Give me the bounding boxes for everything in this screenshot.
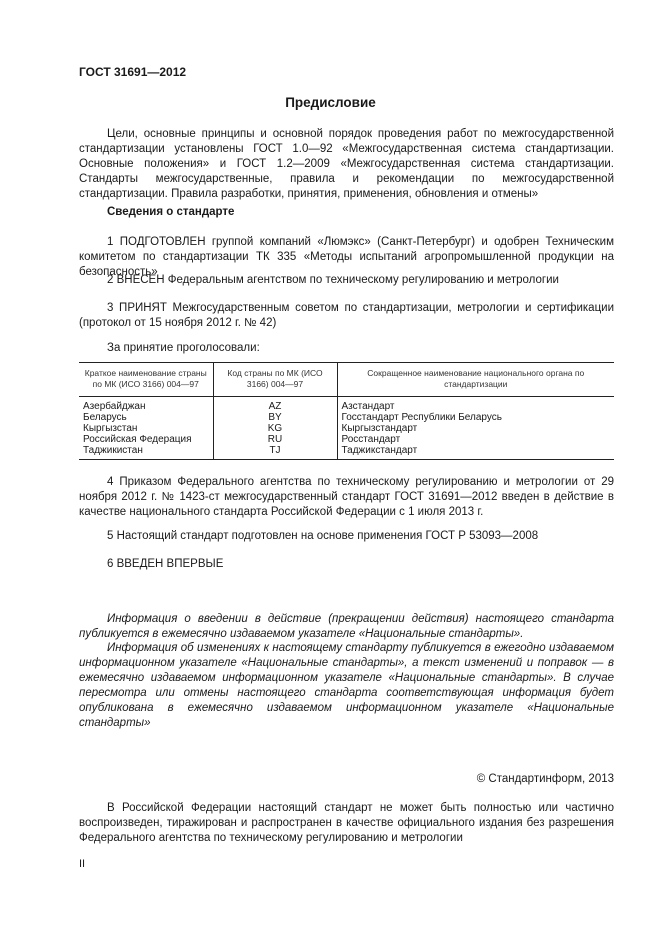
table-cell-code: KG [213, 423, 337, 434]
reproduction-notice: В Российской Федерации настоящий стандарт не может быть полностью или частично воспроизведен, тиражирован и распространен в качестве официального издания без разрешения Федерального агентства по техническому регулированию и метрологии [79, 802, 614, 844]
table-cell-country: Кыргызстан [83, 423, 138, 434]
copyright: © Стандартинформ, 2013 [476, 773, 614, 785]
table-cell-country: Российская Федерация [83, 434, 192, 445]
table-cell-code: AZ [213, 397, 337, 413]
page-number: II [79, 858, 86, 870]
table-cell-country: Беларусь [83, 412, 127, 423]
item-3: 3 ПРИНЯТ Межгосударственным советом по стандартизации, метрологии и сертификации (протокол от 15 ноября 2012 г. № 42) [79, 302, 614, 329]
item-2: 2 ВНЕСЕН Федеральным агентством по техническому регулированию и метрологии [107, 274, 559, 286]
table-cell-country: Азербайджан [83, 401, 146, 412]
item-1: 1 ПОДГОТОВЛЕН группой компаний «Люмэкс» (Санкт-Петербург) и одобрен Техническим комитетом по стандартизации ТК 335 «Методы испытаний агропромышленной продукции на безопасность» [79, 236, 614, 278]
document-header: ГОСТ 31691—2012 [79, 65, 187, 79]
info-paragraph-2: Информация об изменениях к настоящему стандарту публикуется в ежегодно издаваемом информационном указателе «Национальные стандарты», а текст изменений и поправок — в ежемесячно издаваемом информационном указателе «Национальные стандарты». В случае пересмотра или отмены настоящего стандарта соответствующая информация будет опубликована в ежемесячно издаваемом информационном указателе «Национальные стандарты» [79, 642, 614, 729]
table-row [79, 397, 614, 413]
table-row [79, 434, 614, 445]
table-cell-code: TJ [213, 445, 337, 460]
table-cell-country: Таджикистан [79, 445, 213, 460]
table-header-code: Код страны по МК (ИСО 3166) 004—97 [213, 363, 337, 397]
table-header-row [79, 363, 614, 397]
table-header-body: Сокращенное наименование национального органа по стандартизации [337, 363, 614, 397]
table-cell-code: RU [213, 434, 337, 445]
vote-label: За принятие проголосовали: [107, 342, 260, 354]
info-paragraph-1: Информация о введении в действие (прекращении действия) настоящего стандарта публикуется в ежемесячно издаваемом указателе «Национальные стандарты». [79, 613, 614, 640]
table-row [79, 445, 614, 460]
voting-table [79, 362, 614, 460]
item-5: 5 Настоящий стандарт подготовлен на основе применения ГОСТ Р 53093—2008 [107, 530, 539, 542]
table-cell-body: Госстандарт Республики Беларусь [337, 412, 614, 423]
table-cell-body: Кыргызстандарт [337, 423, 614, 434]
table-cell-code: BY [213, 412, 337, 423]
page-title: Предисловие [285, 95, 376, 110]
table-cell-body: Азстандарт [337, 397, 614, 413]
table-cell-body: Таджикстандарт [337, 445, 614, 460]
table-row [79, 412, 614, 423]
section-heading: Сведения о стандарте [107, 206, 235, 218]
item-4: 4 Приказом Федерального агентства по техническому регулированию и метрологии от 29 ноября 2012 г. № 1423-ст межгосударственный стандарт ГОСТ 31691—2012 введен в действие в качестве национального стандарта Российской Федерации с 1 июля 2013 г. [79, 476, 614, 518]
table-header-country: Краткое наименование страны по МК (ИСО 3166) 004—97 [79, 363, 213, 397]
item-6: 6 ВВЕДЕН ВПЕРВЫЕ [107, 558, 224, 570]
table-row [79, 423, 614, 434]
table-cell-body: Росстандарт [337, 434, 614, 445]
intro-paragraph: Цели, основные принципы и основной порядок проведения работ по межгосударственной стандартизации установлены ГОСТ 1.0—92 «Межгосударственная система стандартизации. Основные положения» и ГОСТ 1.2—2009 «Межгосударственная система стандартизации. Стандарты межгосударственные, правила и рекомендации по межгосударственной стандартизации. Правила разработки, принятия, применения, обновления и отмены» [79, 128, 614, 200]
